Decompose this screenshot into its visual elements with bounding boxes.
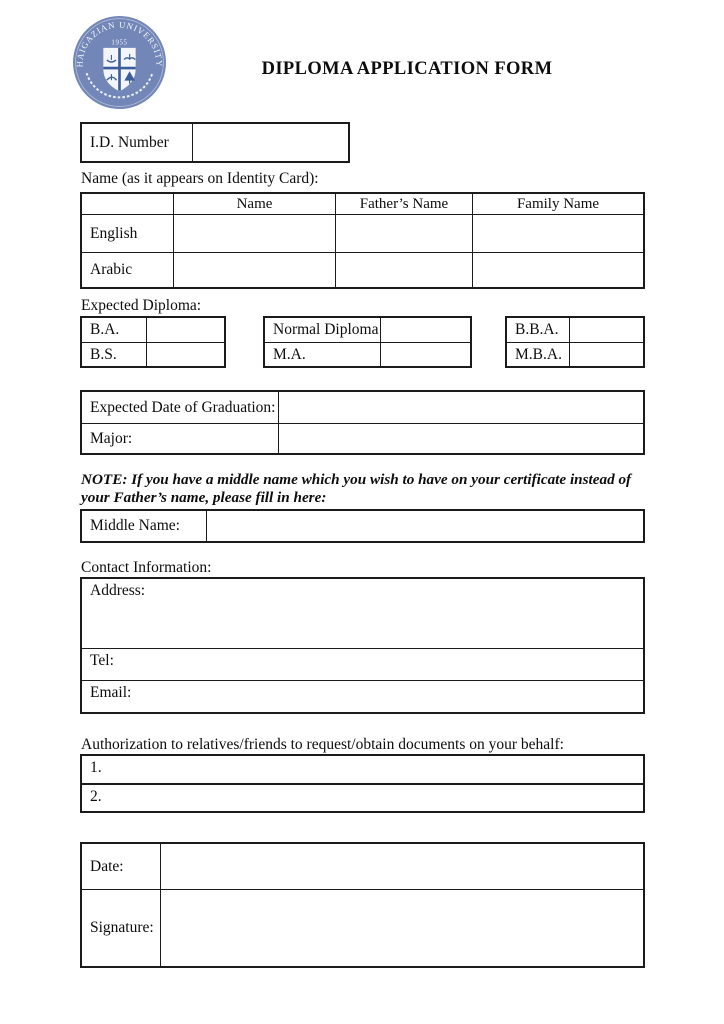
authorization-1-label: 1. (90, 759, 102, 776)
diploma-table-ba-bs (80, 316, 226, 368)
arabic-row-label: Arabic (90, 261, 133, 278)
tel-input[interactable] (82, 649, 643, 680)
page-title: DIPLOMA APPLICATION FORM (261, 59, 553, 79)
contact-section-heading: Contact Information: (81, 559, 212, 576)
normal-diploma-checkbox-cell[interactable] (380, 318, 470, 342)
ma-label: M.A. (273, 345, 306, 363)
name-table (80, 192, 645, 289)
name-table-corner-cell (82, 194, 173, 214)
diploma-table-nd-ma (263, 316, 472, 368)
ba-label: B.A. (90, 321, 120, 338)
email-label: Email: (90, 684, 132, 701)
tel-label: Tel: (90, 652, 114, 669)
date-label: Date: (90, 857, 124, 875)
authorization-section-heading: Authorization to relatives/friends to request/obtain documents on your behalf: (81, 736, 564, 753)
diploma-table-bba-mba (505, 316, 645, 368)
contact-table (80, 577, 645, 714)
middle-name-note (81, 471, 649, 506)
family-name-column-header: Family Name (472, 194, 643, 214)
id-number-input[interactable] (192, 124, 348, 161)
address-label: Address: (90, 582, 146, 599)
note-text: If you have a middle name which you wish to have on your certificate instead of your Father’s name, please fill in here: (81, 471, 632, 506)
id-number-table (80, 122, 350, 163)
name-section-heading: Name (as it appears on Identity Card): (81, 170, 319, 187)
bs-label: B.S. (90, 345, 117, 363)
bs-checkbox-cell[interactable] (146, 343, 224, 366)
major-input[interactable] (278, 424, 643, 453)
english-family-name-input[interactable] (472, 215, 643, 252)
authorization-table (80, 754, 645, 813)
major-label: Major: (90, 429, 133, 447)
signoff-table (80, 842, 645, 968)
signature-input[interactable] (160, 890, 643, 966)
english-name-input[interactable] (173, 215, 335, 252)
bba-label: B.B.A. (515, 321, 559, 338)
university-logo (72, 15, 167, 110)
logo-arc-text: HAIGAZIAN UNIVERSITY (74, 19, 165, 68)
arabic-name-input[interactable] (173, 253, 335, 287)
mba-label: M.B.A. (515, 345, 562, 363)
middle-name-table (80, 509, 645, 543)
graduation-table (80, 390, 645, 455)
middle-name-input[interactable] (206, 511, 643, 541)
fathers-name-column-header: Father’s Name (335, 194, 472, 214)
signature-label: Signature: (90, 919, 154, 936)
middle-name-label: Middle Name: (90, 517, 180, 534)
note-label: NOTE: (81, 471, 128, 488)
mba-checkbox-cell[interactable] (569, 343, 643, 366)
date-input[interactable] (160, 844, 643, 889)
logo-year: 1955 (111, 39, 128, 47)
english-row-label: English (90, 224, 138, 242)
ma-checkbox-cell[interactable] (380, 343, 470, 366)
bba-checkbox-cell[interactable] (569, 318, 643, 342)
id-number-label: I.D. Number (90, 133, 169, 151)
normal-diploma-label: Normal Diploma (273, 321, 379, 338)
graduation-date-input[interactable] (278, 392, 643, 423)
arabic-family-name-input[interactable] (472, 253, 643, 287)
arabic-fathers-name-input[interactable] (335, 253, 472, 287)
name-column-header: Name (173, 194, 335, 214)
authorization-2-input[interactable] (82, 785, 643, 810)
address-input[interactable] (82, 579, 643, 648)
diploma-section-heading: Expected Diploma: (81, 297, 202, 314)
graduation-date-label: Expected Date of Graduation: (90, 398, 276, 416)
ba-checkbox-cell[interactable] (146, 318, 224, 342)
email-input[interactable] (82, 681, 643, 712)
authorization-2-label: 2. (90, 788, 102, 805)
authorization-1-input[interactable] (82, 756, 643, 783)
english-fathers-name-input[interactable] (335, 215, 472, 252)
